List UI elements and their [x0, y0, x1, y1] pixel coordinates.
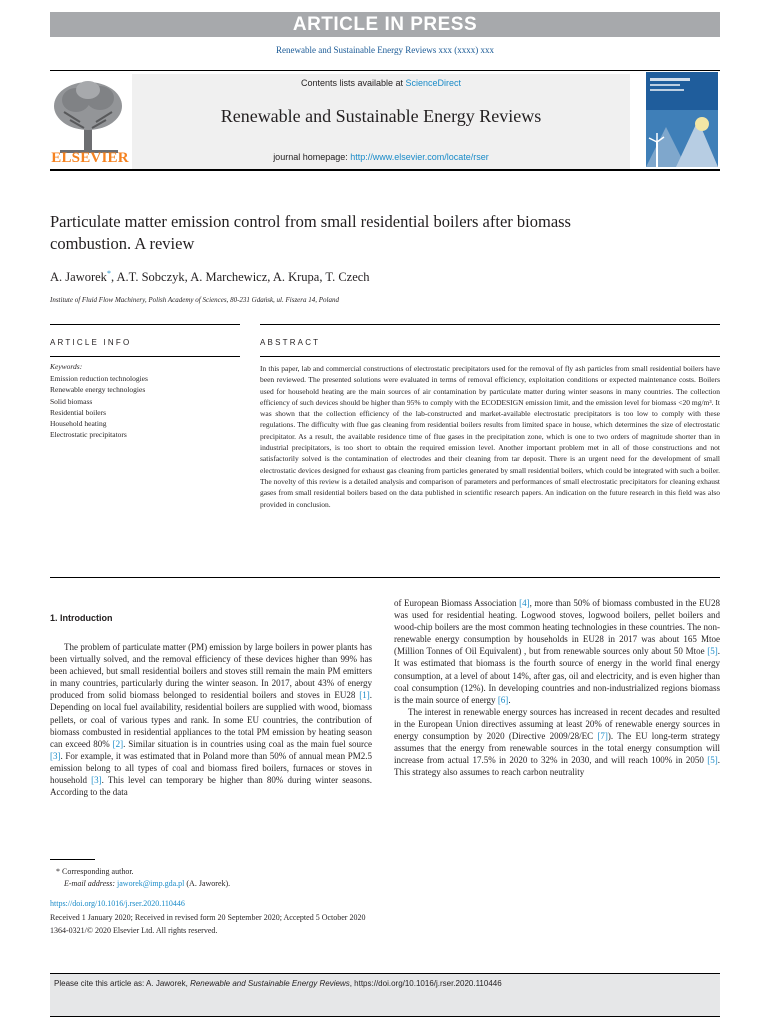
cite-article-box	[50, 973, 720, 1017]
publisher-name[interactable]: ELSEVIER	[51, 150, 129, 166]
article-title: Particulate matter emission control from small residential boilers after biomass combustion. A review	[50, 212, 571, 253]
masthead-top-rule	[50, 70, 720, 71]
homepage-line	[132, 152, 630, 162]
corresponding-author-note: * Corresponding author.	[56, 867, 134, 876]
abstract-top-rule	[260, 324, 720, 325]
citation-link[interactable]: [2]	[112, 738, 124, 749]
journal-cover-image[interactable]	[646, 72, 718, 167]
citation-link[interactable]: [7]	[597, 731, 608, 742]
cite-suffix[interactable]: , https://doi.org/10.1016/j.rser.2020.110446	[349, 979, 502, 988]
email-line	[50, 878, 450, 890]
body-text: . For example, it was estimated that in Poland more than 50% of annual mean PM2.5 emission belong to all types of coal and biomass fired boilers, furnaces or stoves in household	[50, 750, 372, 786]
keywords-list	[50, 373, 240, 441]
cite-text	[54, 979, 714, 988]
corresponding-author-mark[interactable]: *	[106, 269, 111, 278]
body-text: . It was estimated that biomass is the fourth source of energy in the world final energy consumption, at a level of about 14%, after gas, oil and electricity, and is even higher than coal consumption (12%). In developing countries and non-industrialized regions biomass is the main source of energy	[394, 646, 720, 705]
citation-link[interactable]: [3]	[50, 750, 61, 761]
sciencedirect-link[interactable]: ScienceDirect	[405, 78, 462, 88]
contents-prefix: Contents lists available at	[300, 78, 406, 88]
keyword-item: Renewable energy technologies	[50, 385, 146, 395]
citation-link[interactable]: [4]	[519, 598, 530, 608]
citation-link[interactable]: [6]	[497, 694, 509, 705]
body-paragraph	[394, 597, 720, 706]
keyword-item: Household heating	[50, 419, 107, 429]
keywords-label: Keywords:	[50, 362, 83, 371]
body-column-left	[50, 641, 372, 798]
body-text: . Depending on local fuel availability, residential boilers are supplied with wood, biomass pellets, or coal of various types and rank. In some EU countries, the contribution of biomass combusted in residential appliances to the total PM emission by heating season can exceed 80%	[50, 690, 372, 749]
other-authors: , A.T. Sobczyk, A. Marchewicz, A. Krupa, T. Czech	[110, 270, 370, 285]
body-text: . This level can temporary be higher than 80% during winter seasons. According to the data	[50, 775, 372, 798]
email-suffix: (A. Jaworek).	[184, 879, 231, 888]
received-dates: Received 1 January 2020; Received in revised form 20 September 2020; Accepted 5 October 2020	[50, 913, 366, 922]
footnote-rule	[50, 859, 95, 860]
email-label: E-mail address:	[64, 879, 118, 888]
contents-line	[132, 78, 630, 88]
section-heading-introduction: 1. Introduction	[50, 613, 113, 623]
masthead-bottom-rule	[50, 169, 720, 171]
body-text: . This strategy also assumes to reach carbon neutrality	[394, 755, 720, 778]
email-link[interactable]: jaworek@imp.gda.pl	[117, 879, 185, 888]
article-in-press-banner: ARTICLE IN PRESS	[50, 12, 720, 37]
author-list	[50, 269, 710, 285]
body-text: , more than 50% of biomass combusted in the EU28 was used for residential heating. Logwood stoves, logwood boilers, pellet boilers and wood-chip boilers are the most common heating technologies in these countries. The non-renewable energy consumption by households in EU28 in 2017 was about 165 Mtoe (Million Tonnes of Oil Equivalent) , but from renewable sources only about 50 Mtoe	[394, 598, 721, 657]
keyword-item: Residential boilers	[50, 407, 107, 417]
body-text: . Similar situation is in countries using coal as the main fuel source	[123, 738, 373, 749]
cite-journal: Renewable and Sustainable Energy Reviews	[190, 979, 350, 988]
abstract-heading: ABSTRACT	[260, 338, 321, 347]
author-affiliation: Institute of Fluid Flow Machinery, Polish Academy of Sciences, 80-231 Gdańsk, ul. Fiszera 14, Poland	[50, 296, 339, 304]
body-text: ). The EU long-term strategy assumes that the energy from renewable sources in the total energy consumption will increase from actual 17.5% in 2020 to 32% in 2030, and will reach 100% in 2050	[394, 731, 720, 766]
cite-prefix: Please cite this article as: A. Jaworek,	[54, 979, 191, 988]
copyright-line: 1364-0321/© 2020 Elsevier Ltd. All rights reserved.	[50, 926, 218, 935]
abstract-heading-rule	[260, 356, 720, 357]
article-info-top-rule	[50, 324, 240, 325]
body-paragraph	[394, 706, 720, 779]
journal-reference[interactable]: Renewable and Sustainable Energy Reviews xxx (xxxx) xxx	[275, 45, 495, 55]
citation-link[interactable]: [3]	[91, 775, 102, 786]
first-author[interactable]: A. Jaworek	[50, 270, 107, 285]
body-text: The interest in renewable energy sources has increased in recent decades and resulted in the European Union directives assuming at least 20% of renewable energy sources in energy consumption by 2020 (Directive 2009/28/EC	[394, 706, 720, 742]
citation-link[interactable]: [5]	[707, 755, 718, 766]
homepage-prefix: journal homepage:	[273, 152, 351, 162]
body-paragraph	[50, 641, 372, 798]
keyword-item: Electrostatic precipitators	[50, 430, 127, 440]
body-column-right	[394, 597, 720, 778]
journal-masthead	[50, 66, 720, 171]
article-info-heading: ARTICLE INFO	[50, 338, 132, 347]
keyword-item: Solid biomass	[50, 396, 93, 406]
journal-homepage-link[interactable]: http://www.elsevier.com/locate/rser	[350, 152, 489, 162]
citation-link[interactable]: [1]	[359, 690, 370, 701]
journal-info-box	[132, 74, 630, 170]
body-text: of European Biomass Association	[394, 598, 520, 608]
footnote	[50, 866, 450, 890]
body-text: .	[508, 694, 511, 705]
doi-link[interactable]: https://doi.org/10.1016/j.rser.2020.110446	[50, 899, 185, 908]
tree-icon	[50, 76, 128, 156]
citation-link[interactable]: [5]	[707, 646, 718, 657]
body-text: The problem of particulate matter (PM) emission by large boilers in power plants has been virtually solved, and the removal efficiency of these devices higher than 99% has been achieved, but small residential boilers and stoves still remain the main PM emitters in many countries, particularly during the winter season. In 2017, about 43% of energy produced from solid biomass belonged to residential boilers and stoves in EU28	[50, 642, 372, 701]
abstract-text: In this paper, lab and commercial constructions of electrostatic precipitators used for the removal of fly ash particles from small residential boilers have been reviewed. The presented solutions were evaluated in terms of removal efficiency, exploitation conditions or expected maintenance costs. Boilers used for household heating are the main sources of air contamination by particulate matter during winter seasons in many countries. The collection efficiency of such devices should be higher than 95% to comply with the ECODESIGN emission limit, and the emission level for biomass <20 mg/m³. It was shown that the collection efficiency of the lab-constructed and market-available electrostatic precipitators is too low to comply with these regulations. The difficulty with flue gas cleaning from residential boilers results from limited space in house, which determines the size of electrostatic precipitator. As a result, the available residence time of flue gases in the precipitation zone, which is one to two orders of magnitude shorter than in industrial precipitators, is too short to obtain the required emission level. Another important problem met in all of those constructions and not satisfactorily solved is the contamination of electrodes and their cleaning from tar deposit. There is an urgent need for the development of small electrostatic devices designed for exhaust gas cleaning from particles generated by small residential boilers, which could be integrated with such a boiler. The novelty of this review is a detailed analysis and comparison of parameters and performances of small electrostatic precipitators for cleaning exhaust gases from small residential boilers based on the data published in scientific research papers. An indication on the future research in this field was also provided in conclusion.	[260, 364, 720, 509]
article-info-heading-rule	[50, 356, 240, 357]
keyword-item: Emission reduction technologies	[50, 374, 148, 383]
cover-thumbnail-icon	[646, 72, 718, 167]
abstract-bottom-rule	[50, 577, 720, 578]
journal-title: Renewable and Sustainable Energy Reviews	[220, 106, 542, 126]
